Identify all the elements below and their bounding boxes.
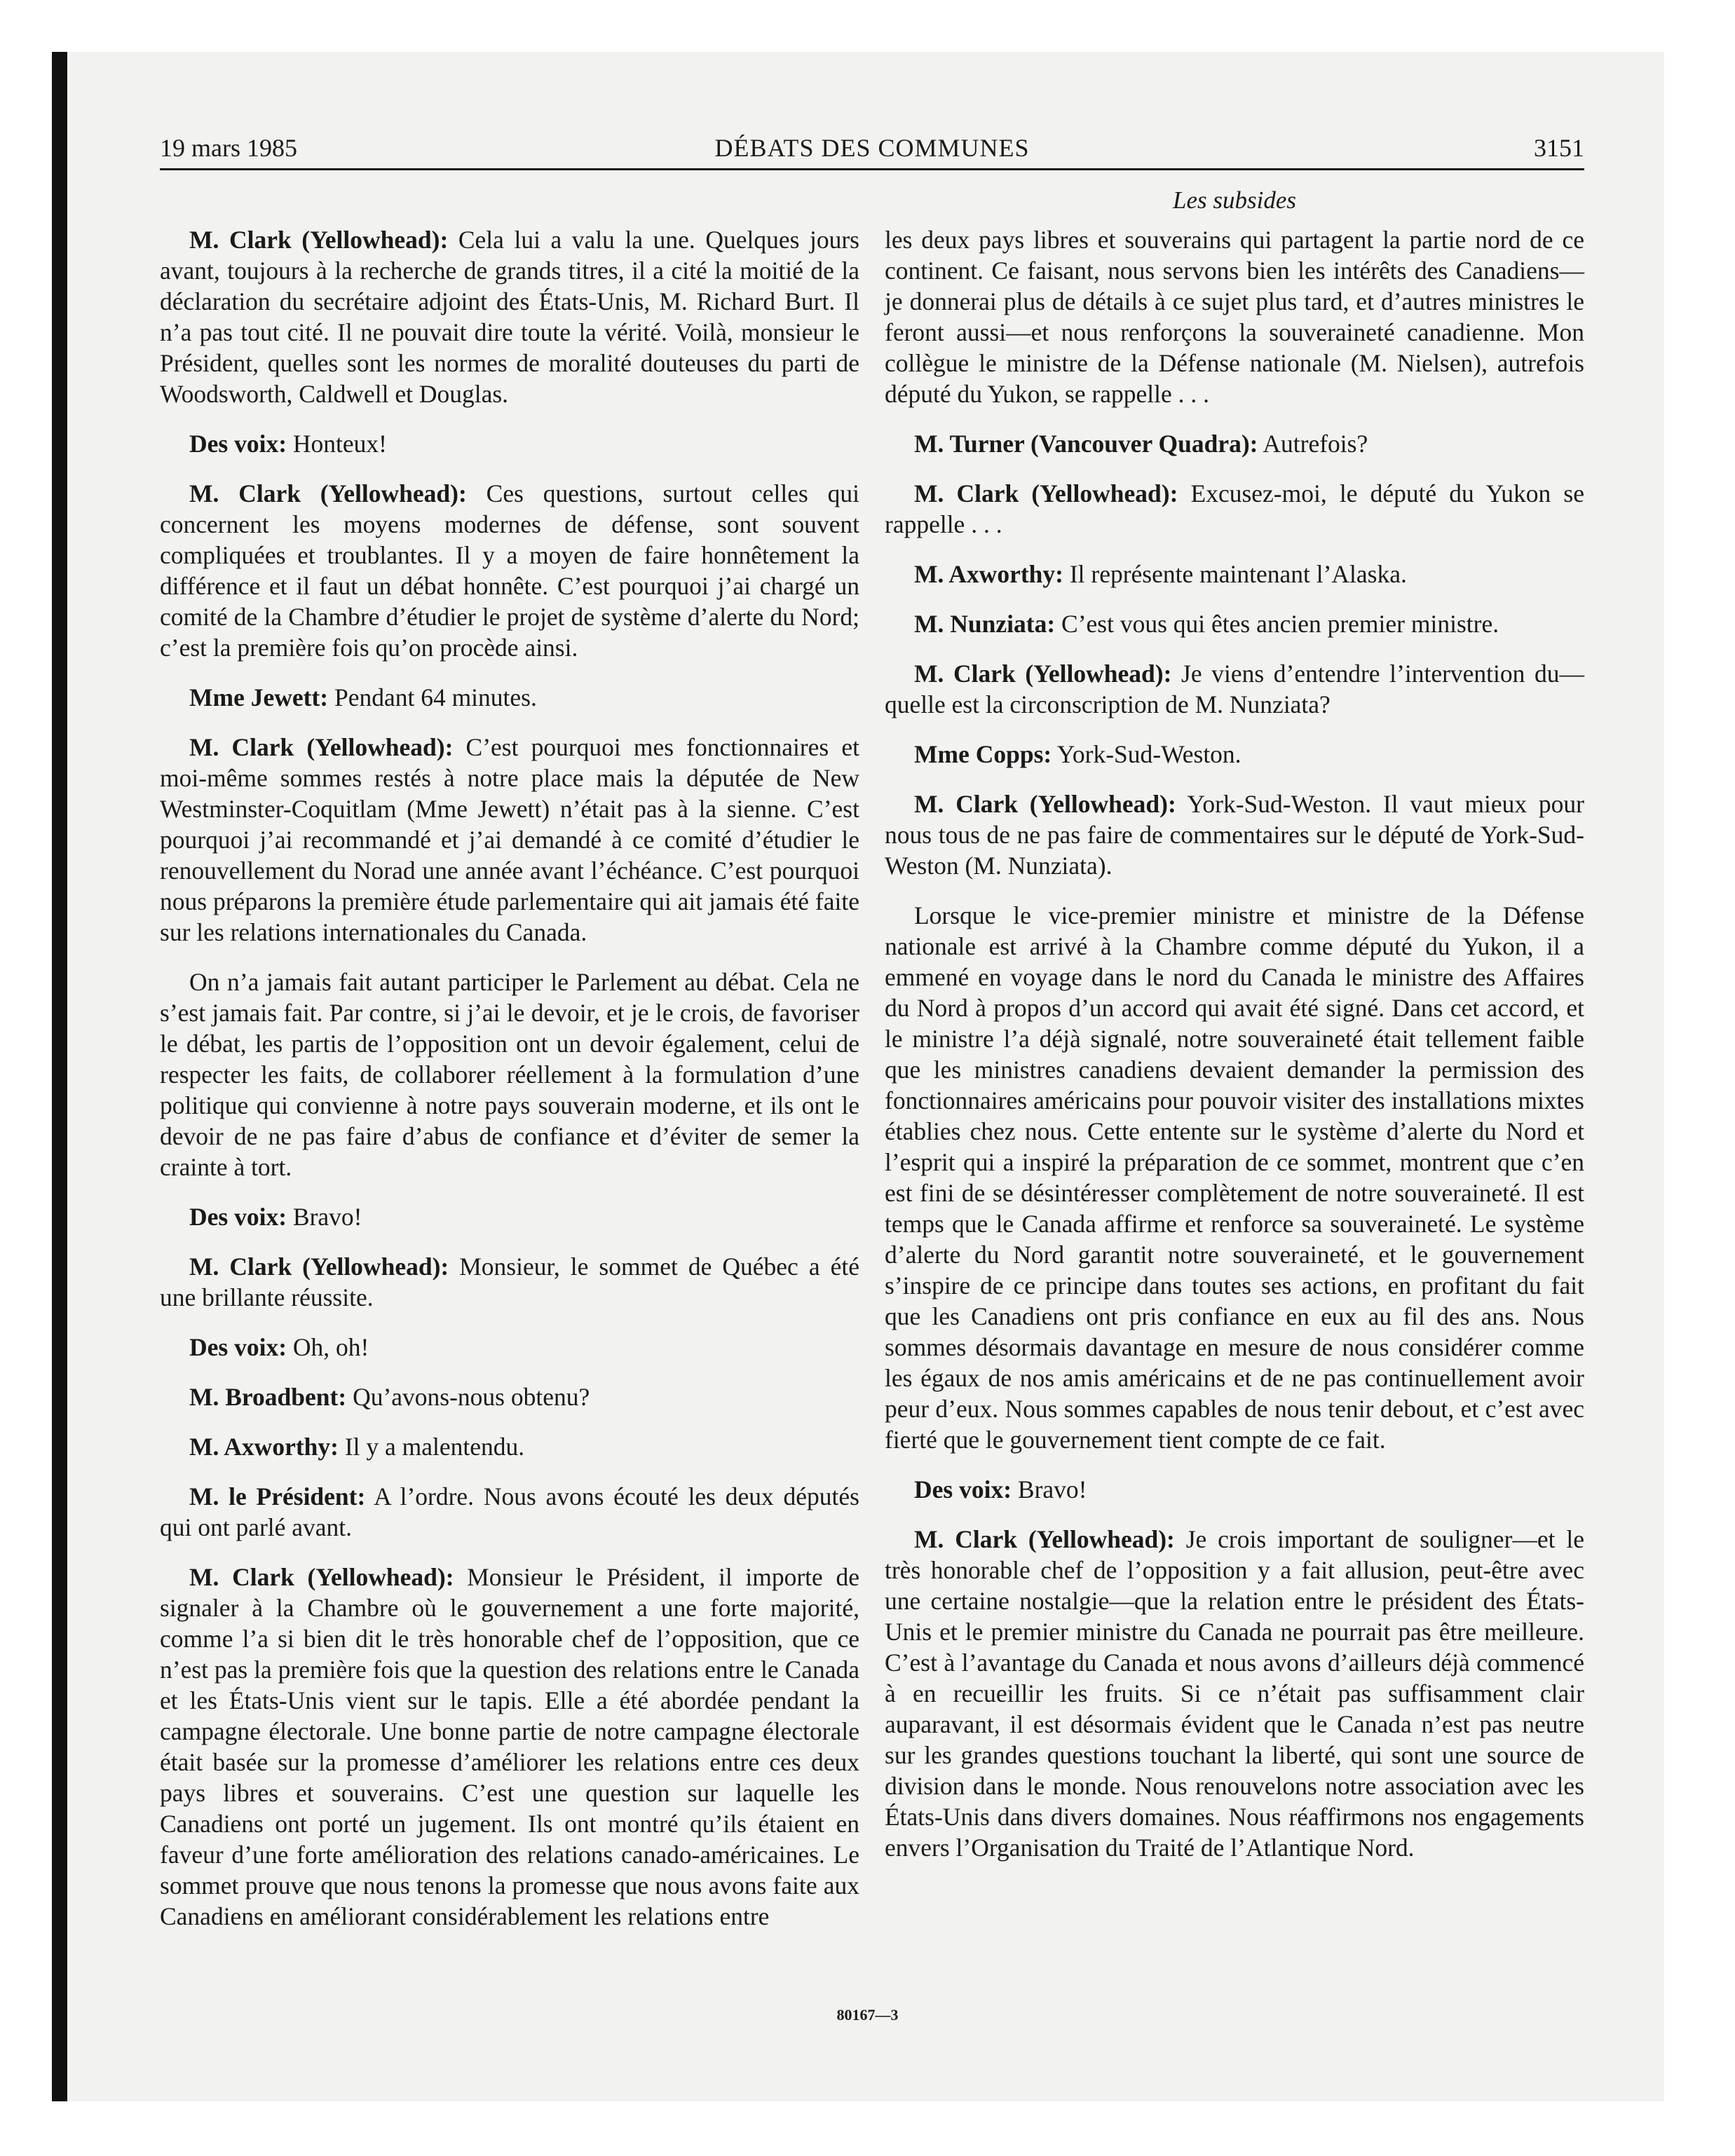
speaker-name: Des voix: xyxy=(189,1333,287,1361)
speaker-name: Mme Copps: xyxy=(914,740,1052,768)
paragraph xyxy=(160,224,859,409)
paragraph xyxy=(885,428,1584,459)
paragraph xyxy=(160,1251,859,1313)
paragraph xyxy=(885,559,1584,589)
speaker-name: M. Clark (Yellowhead): xyxy=(189,733,454,761)
paragraph xyxy=(160,1481,859,1543)
speaker-name: M. Nunziata: xyxy=(914,610,1056,638)
speech-text: Ces questions, surtout celles qui concernent les moyens modernes de défense, sont souvent compliquées et troublantes. Il y a moyen de faire honnêtement la différence et il faut un débat honnête. C’est pourquoi j’ai chargé un comité de la Chambre d’étudier le projet de système d’alerte du Nord; c’est la première fois qu’on procède ainsi. xyxy=(160,479,859,662)
paragraph xyxy=(160,478,859,663)
paragraph xyxy=(885,1524,1584,1863)
paragraph xyxy=(160,732,859,948)
paragraph xyxy=(160,1431,859,1462)
paragraph xyxy=(885,478,1584,540)
speaker-name: Mme Jewett: xyxy=(189,683,329,711)
paragraph xyxy=(885,900,1584,1455)
left-column xyxy=(160,224,859,1951)
speech-text: Qu’avons-nous obtenu? xyxy=(346,1383,590,1411)
right-column xyxy=(885,224,1584,1882)
paragraph xyxy=(160,682,859,713)
speech-text: On n’a jamais fait autant participer le Parlement au débat. Cela ne s’est jamais fait. Par contre, si j’ai le devoir, et je le crois, de favoriser le débat, les partis de l’opposition ont un devoir également, celui de respecter les faits, de collaborer réellement à la formulation d’une politique qui convienne à notre pays souverain moderne, et ils ont le devoir de ne pas faire d’abus de confiance et d’éviter de semer la crainte à tort. xyxy=(160,968,859,1181)
speech-text: Honteux! xyxy=(287,430,387,458)
speech-text: Cela lui a valu la une. Quelques jours avant, toujours à la recherche de grands titres, il a cité la moitié de la déclaration du secrétaire adjoint des États-Unis, M. Richard Burt. Il n’a pas tout cité. Il ne pouvait dire toute la vérité. Voilà, monsieur le Président, quelles sont les normes de moralité douteuses du parti de Woodsworth, Caldwell et Douglas. xyxy=(160,226,859,408)
paragraph xyxy=(160,1201,859,1232)
speaker-name: Des voix: xyxy=(914,1475,1012,1503)
speech-text: Pendant 64 minutes. xyxy=(328,683,537,711)
speech-text: A l’ordre. Nous avons écouté les deux députés qui ont parlé avant. xyxy=(160,1482,859,1541)
speech-text: les deux pays libres et souverains qui partagent la partie nord de ce continent. Ce faisant, nous servons bien les intérêts des Canadiens—je donnerai plus de détails à ce sujet plus tard, et d’autres ministres le feront aussi—et nous renforçons la souveraineté canadienne. Mon collègue le ministre de la Défense nationale (M. Nielsen), autrefois député du Yukon, se rappelle . . . xyxy=(885,226,1584,408)
speech-text: Excusez-moi, le député du Yukon se rappelle . . . xyxy=(885,479,1584,538)
speaker-name: M. Clark (Yellowhead): xyxy=(189,226,449,254)
paragraph xyxy=(160,428,859,459)
speech-text: York-Sud-Weston. xyxy=(1052,740,1241,768)
speech-text: Oh, oh! xyxy=(287,1333,369,1361)
header-rule xyxy=(160,168,1584,170)
header-title: DÉBATS DES COMMUNES xyxy=(714,134,1030,162)
speech-text: Bravo! xyxy=(287,1203,362,1231)
speaker-name: M. Clark (Yellowhead): xyxy=(189,1253,449,1281)
paragraph xyxy=(160,1332,859,1363)
speaker-name: M. Axworthy: xyxy=(189,1433,339,1461)
header-date: 19 mars 1985 xyxy=(160,134,297,162)
speech-text: York-Sud-Weston. Il vaut mieux pour nous tous de ne pas faire de commentaires sur le député de York-Sud-Weston (M. Nunziata). xyxy=(885,790,1584,880)
speaker-name: M. Turner (Vancouver Quadra): xyxy=(914,430,1258,458)
paragraph xyxy=(885,224,1584,409)
speaker-name: M. Axworthy: xyxy=(914,560,1063,588)
speaker-name: Des voix: xyxy=(189,1203,287,1231)
header-page-number: 3151 xyxy=(1534,134,1584,162)
speech-text: Il y a malentendu. xyxy=(338,1433,525,1461)
speech-text: Autrefois? xyxy=(1258,430,1368,458)
speaker-name: M. Clark (Yellowhead): xyxy=(914,479,1178,507)
paragraph xyxy=(885,658,1584,720)
speaker-name: Des voix: xyxy=(189,430,287,458)
paragraph xyxy=(160,1562,859,1932)
paragraph xyxy=(885,608,1584,639)
speech-text: Monsieur, le sommet de Québec a été une brillante réussite. xyxy=(160,1253,859,1311)
paragraph xyxy=(160,967,859,1182)
speech-text: Je viens d’entendre l’intervention du—quelle est la circonscription de M. Nunziata? xyxy=(885,660,1584,718)
speech-text: C’est pourquoi mes fonctionnaires et moi-même sommes restés à notre place mais la députée de New Westminster-Coquitlam (Mme Jewett) n’était pas à la sienne. C’est pourquoi j’ai recommandé et j’ai demandé à ce comité d’étudier le renouvellement du Norad une année avant l’échéance. C’est pourquoi nous préparons la première étude parlementaire qui ait jamais été faite sur les relations internationales du Canada. xyxy=(160,733,859,946)
speaker-name: M. Broadbent: xyxy=(189,1383,347,1411)
speech-text: Lorsque le vice-premier ministre et ministre de la Défense nationale est arrivé à la Chambre comme député du Yukon, il a emmené en voyage dans le nord du Canada le ministre des Affaires du Nord à propos d’un accord qui avait été signé. Dans cet accord, et le ministre l’a déjà signalé, notre souveraineté était tellement faible que les ministres canadiens devaient demander la permission des fonctionnaires américains pour pouvoir visiter des installations mixtes établies chez nous. Cette entente sur le système d’alerte du Nord et l’esprit qui a inspiré la préparation de ce sommet, montrent que c’en est fini de se désintéresser complètement de notre souveraineté. Il est temps que le Canada affirme et renforce sa souveraineté. Le système d’alerte du Nord garantit notre souveraineté, et le gouvernement s’inspire de ce principe dans toutes ses actions, en profitant du fait que les Canadiens ont pris confiance en eux au fil des ans. Nous sommes désormais davantage en mesure de nous considérer comme les égaux de nos amis américains et de ne pas continuellement avoir peur d’eux. Nous sommes capables de nous tenir debout, et c’est avec fierté que le gouvernement tient compte de ce fait. xyxy=(885,901,1584,1454)
paragraph xyxy=(885,739,1584,770)
speech-text: Je crois important de souligner—et le très honorable chef de l’opposition y a fait allusion, peut-être avec une certaine nostalgie—que la relation entre le président des États-Unis et le premier ministre du Canada ne pourrait pas être meilleure. C’est à l’avantage du Canada et nous avons d’ailleurs déjà commencé à en recueillir les fruits. Si ce n’était pas suffisamment clair auparavant, il est désormais évident que le Canada n’est pas neutre sur les grandes questions touchant la liberté, qui sont une source de division dans le monde. Nous renouvelons notre association avec les États-Unis dans divers domaines. Nous réaffirmons nos engagements envers l’Organisation du Traité de l’Atlantique Nord. xyxy=(885,1525,1584,1862)
speaker-name: M. Clark (Yellowhead): xyxy=(914,1525,1175,1553)
speaker-name: M. Clark (Yellowhead): xyxy=(914,660,1172,688)
speaker-name: M. Clark (Yellowhead): xyxy=(914,790,1176,818)
speaker-name: M. Clark (Yellowhead): xyxy=(189,479,467,507)
speaker-name: M. le Président: xyxy=(189,1482,366,1510)
footer-code: 80167—3 xyxy=(836,2006,899,2024)
speech-text: Bravo! xyxy=(1012,1475,1087,1503)
speaker-name: M. Clark (Yellowhead): xyxy=(189,1563,454,1591)
speech-text: Monsieur le Président, il importe de signaler à la Chambre où le gouvernement a une forte majorité, comme l’a si bien dit le très honorable chef de l’opposition, que ce n’est pas la première fois que la question des relations entre le Canada et les États-Unis vient sur le tapis. Elle a été abordée pendant la campagne électorale. Une bonne partie de notre campagne électorale était basée sur la promesse d’améliorer les relations entre ces deux pays libres et souverains. C’est une question sur laquelle les Canadiens ont porté un jugement. Ils ont montré qu’ils étaient en faveur d’une forte amélioration des relations canado-américaines. Le sommet prouve que nous tenons la promesse que nous avons faite aux Canadiens en améliorant considérablement les relations entre xyxy=(160,1563,859,1930)
paragraph xyxy=(885,1474,1584,1505)
page-header xyxy=(160,130,1584,166)
paragraph xyxy=(160,1381,859,1412)
paragraph xyxy=(885,789,1584,881)
running-head: Les subsides xyxy=(1173,186,1296,214)
speech-text: C’est vous qui êtes ancien premier ministre. xyxy=(1055,610,1499,638)
speech-text: Il représente maintenant l’Alaska. xyxy=(1063,560,1407,588)
